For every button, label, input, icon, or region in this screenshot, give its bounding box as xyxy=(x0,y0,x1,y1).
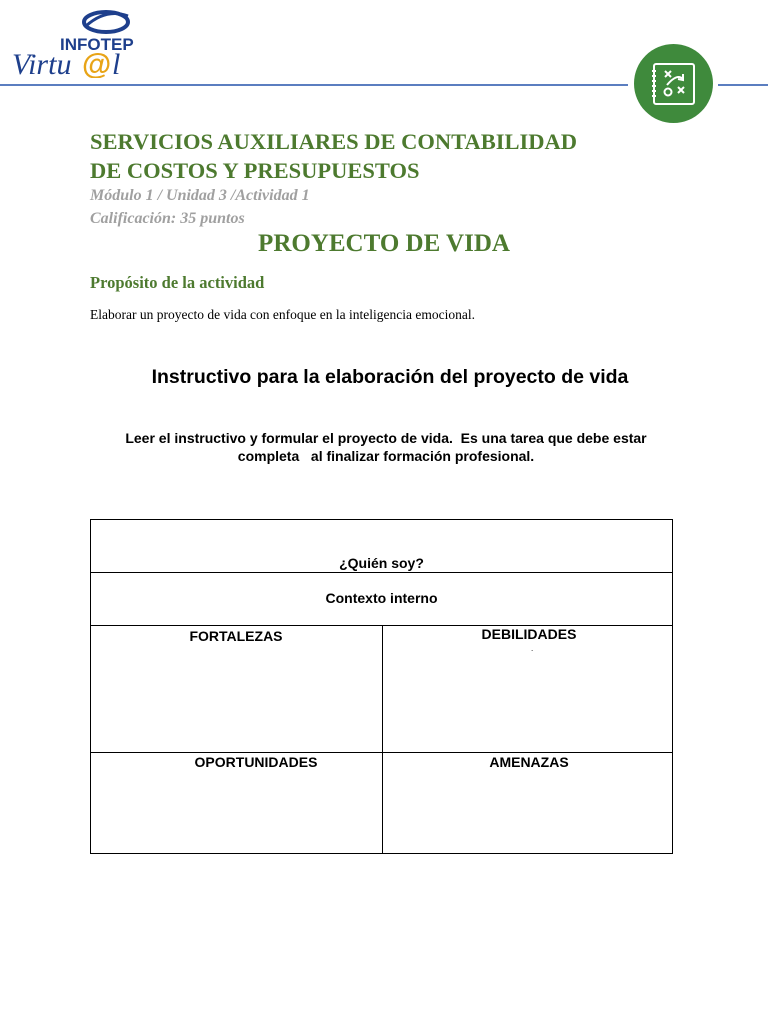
svg-text:@: @ xyxy=(82,48,112,78)
opportunities-label: OPORTUNIDADES xyxy=(194,754,318,770)
purpose-text: Elaborar un proyecto de vida con enfoque en la inteligencia emocional. xyxy=(90,307,475,322)
swot-table xyxy=(90,519,673,854)
who-am-i-label: ¿Quién soy? xyxy=(339,555,424,571)
context-label: Contexto interno xyxy=(325,590,438,606)
strategy-board-icon xyxy=(634,44,713,123)
instructions-line1: Leer el instructivo y formular el proyecto de vida. Es una tarea que debe estar xyxy=(125,430,647,446)
course-title-line2: DE COSTOS Y PRESUPUESTOS xyxy=(90,158,420,183)
instructions-text xyxy=(96,429,676,465)
context-row xyxy=(91,573,672,626)
row-divider xyxy=(91,752,672,753)
grade-info: Calificación: 35 puntos xyxy=(90,210,245,227)
weaknesses-label: DEBILIDADES xyxy=(481,626,577,642)
instructions-title: Instructivo para la elaboración del proyecto de vida xyxy=(151,366,629,388)
who-am-i-row xyxy=(91,520,672,573)
strengths-label: FORTALEZAS xyxy=(189,628,283,644)
header-rule xyxy=(0,84,628,86)
svg-text:l: l xyxy=(112,48,121,78)
threats-label: AMENAZAS xyxy=(489,754,569,770)
purpose-heading: Propósito de la actividad xyxy=(90,273,265,292)
main-title: PROYECTO DE VIDA xyxy=(258,230,510,257)
svg-text:INFOTEP: INFOTEP xyxy=(60,35,134,54)
infotep-virtual-logo xyxy=(10,6,142,78)
header-rule-right xyxy=(718,84,768,86)
course-title xyxy=(90,127,710,185)
module-info: Módulo 1 / Unidad 3 /Actividad 1 xyxy=(90,187,310,204)
instructions-line2: completa al finalizar formación profesional. xyxy=(237,448,535,464)
svg-text:Virtu: Virtu xyxy=(12,48,72,78)
weaknesses-dot: . xyxy=(531,644,534,653)
course-title-line1: SERVICIOS AUXILIARES DE CONTABILIDAD xyxy=(90,129,578,154)
column-divider xyxy=(382,626,383,854)
